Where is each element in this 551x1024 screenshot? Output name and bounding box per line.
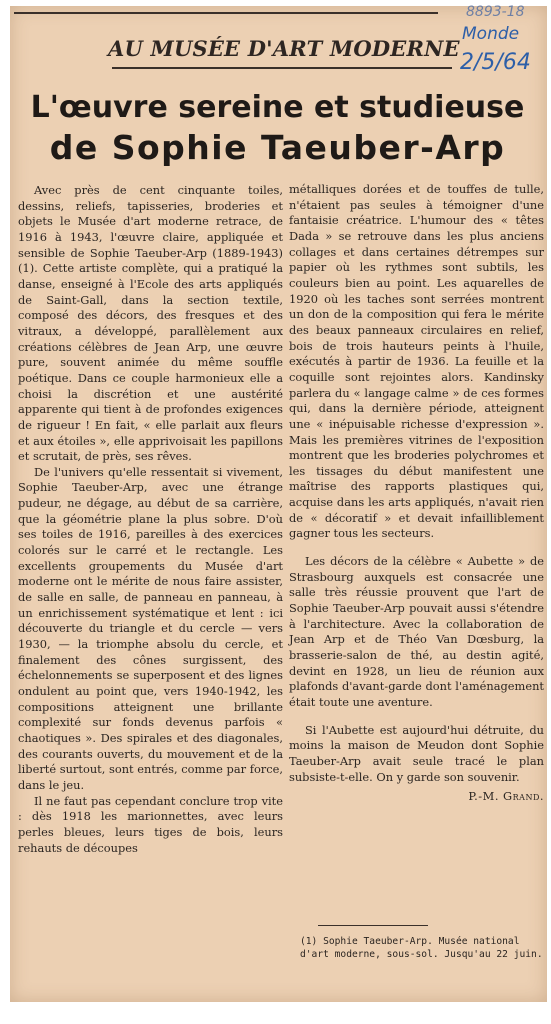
kicker-underline xyxy=(112,67,452,69)
paragraph: Il ne faut pas cependant conclure trop vite : dès 1918 les marionnettes, avec leurs perles bleues, leurs tiges de bois, leurs rehauts de découpes xyxy=(18,793,283,855)
section-kicker: AU MUSÉE D'ART MODERNE xyxy=(108,36,460,61)
paragraph: métalliques dorées et de touffes de tulle, n'étaient pas seules à témoigner d'une fantaisie créatrice. L'humour des « têtes Dada » se retrouve dans les plus anciens collages et dans certaines détrempes sur papier où les rythmes sont subtils, les couleurs bien au point. Les aquarelles de 1920 où les taches sont serrées montrent un don de la composition qui fera le mérite des beaux panneaux circulaires en relief, bois de trois hauteurs peints à l'huile, exécutés à partir de 1936. La feuille et la coquille sont rejointes alors. Kandinsky parlera du « langage calme » de ces formes qui, dans la dernière période, atteignent une « inépuisable richesse d'expression ». Mais les premières vitrines de l'exposition montrent que les broderies polychromes et les tissages du début manifestent une maîtrise des rapports plastiques qui, acquise dans les arts appliqués, n'avait rien de « décoratif » et devait infailliblement gagner tous les secteurs. xyxy=(289,182,544,541)
top-rule xyxy=(14,12,438,14)
handwritten-source: Monde xyxy=(462,24,520,44)
paragraph: Si l'Aubette est aujourd'hui détruite, du moins la maison de Meudon dont Sophie Taeuber-Arp avait seule tracé le plan subsiste-t-elle. On y garde son souvenir. xyxy=(289,722,544,784)
handwritten-archive-code: 8893-18 xyxy=(466,4,525,20)
footnote-rule xyxy=(318,925,428,926)
handwritten-date: 2/5/64 xyxy=(460,50,531,75)
paragraph: Avec près de cent cinquante toiles, dessins, reliefs, tapisseries, broderies et objets le Musée d'art moderne retrace, de 1916 à 1943, l'œuvre claire, appliquée et sensible de Sophie Taeuber-Arp (1889-1943) (1). Cette artiste complète, qui a pratiqué la danse, enseigné à l'Ecole des arts appliqués de Saint-Gall, dans la section textile, composé des décors, des fresques et des vitraux, a développé, parallèlement aux créations célèbres de Jean Arp, une œuvre pure, souvent animée du même souffle poétique. Dans ce couple harmonieux elle a choisi la discrétion et une austérité apparente qui tient à de profondes exigences de rigueur ! En fait, « elle parlait aux fleurs et aux étoiles », elle apprivoisait les papillons et scrutait, de près, ses rêves. xyxy=(18,183,283,464)
paragraph: De l'univers qu'elle ressentait si vivement, Sophie Taeuber-Arp, avec une étrange pudeur, ne dégage, au début de sa carrière, que la géométrie plane la plus sobre. D'où ses toiles de 1916, pareilles à des exercices colorés sur le carré et le rectangle. Les excellents groupements du Musée d'art moderne ont le mérite de nous faire assister, de salle en salle, de panneau en panneau, à un enrichissement systématique et lent : ici découverte du triangle et du cercle — vers 1930, — la triomphe absolu du cercle, et finalement des cônes surgissent, des échelonnements se superposent et des lignes ondulent au point que, vers 1940-1942, les compositions atteignent une brillante complexité sur fonds devenus parfois « chaotiques ». Des spirales et des diagonales, des courants ouverts, du mouvement et de la liberté surtout, sont entrés, comme par force, dans le jeu. xyxy=(18,464,283,792)
article-column-right xyxy=(289,182,544,805)
author-signature: P.-M. Grand. xyxy=(468,789,544,804)
headline-line-1: L'œuvre sereine et studieuse xyxy=(30,90,525,125)
headline-line-2: de Sophie Taeuber-Arp xyxy=(49,128,506,167)
article-column-left xyxy=(18,183,283,856)
footnote: (1) Sophie Taeuber-Arp. Musée national d'art moderne, sous-sol. Jusqu'au 22 juin. xyxy=(300,936,543,960)
paragraph: Les décors de la célèbre « Aubette » de Strasbourg auxquels est consacrée une salle très réussie prouvent que l'art de Sophie Taeuber-Arp pouvait aussi s'étendre à l'architecture. Avec la collaboration de Jean Arp et de Théo Van Dœsburg, la brasserie-salon de thé, au destin agité, devint en 1928, un lieu de réunion aux plafonds d'avant-garde dont l'aménagement était toute une aventure. xyxy=(289,554,544,709)
